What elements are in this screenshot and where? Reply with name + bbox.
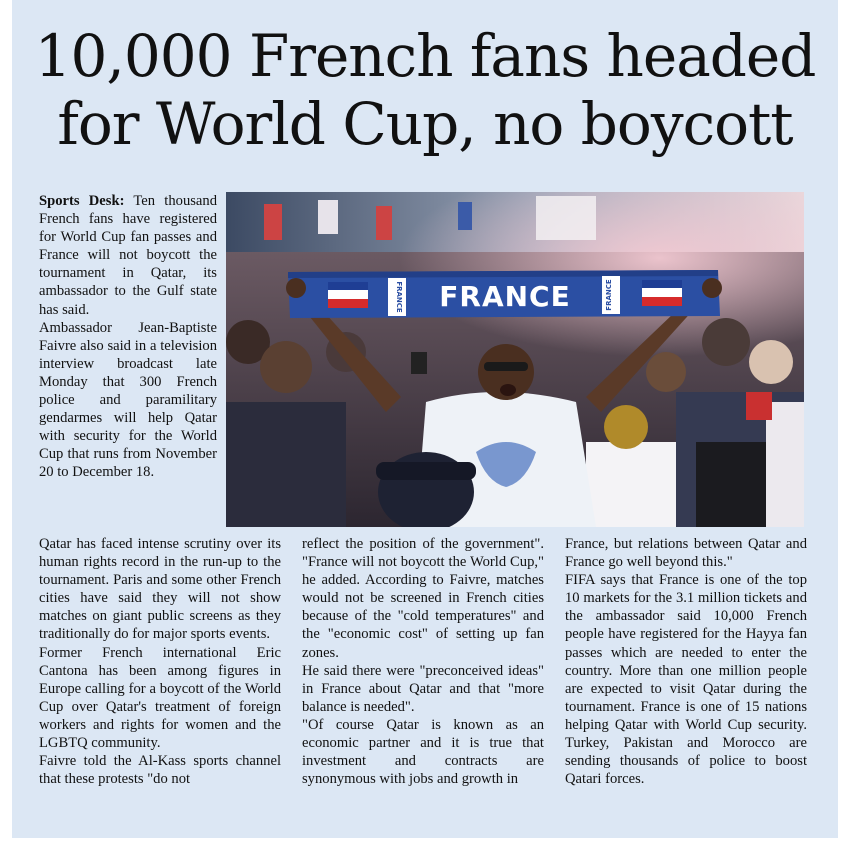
scarf-text: FRANCE: [439, 280, 571, 313]
body-column-3: [565, 535, 807, 788]
col2-paragraph-1: reflect the position of the government". "France will not boycott the World Cup," he added. According to Faivre, matches would not be screened in French cities because of the "cold temperatures" and the "economic cost" of setting up fan zones.: [302, 536, 544, 661]
col3-paragraph-1: France, but relations between Qatar and France go well beyond this.": [565, 536, 807, 571]
col2-paragraph-2: He said there were "preconceived ideas" in France about Qatar and that "more balance is needed".: [302, 662, 544, 715]
fan-photo: [226, 192, 804, 527]
col1-paragraph-2: Former French international Eric Cantona has been among figures in Europe calling for a boycott of the World Cup over Qatar's treatment of foreign workers and rights for women and the LGBTQ community.: [39, 644, 281, 752]
col1-paragraph-3: Faivre told the Al-Kass sports channel that these protests "do not: [39, 753, 281, 788]
headline: [12, 22, 838, 158]
intro-column: [39, 192, 217, 482]
fan-photo-illustration: [226, 192, 804, 527]
body-column-2: [302, 535, 544, 788]
intro-paragraph-2: Ambassador Jean-Baptiste Faivre also said in a television interview broadcast late Monday that 300 French police and paramilitary gendarmes will help Qatar with security for the World Cup that runs from November 20 to December 18.: [39, 319, 217, 481]
byline: Sports Desk:: [39, 193, 125, 209]
headline-line-2: for World Cup, no boycott: [57, 90, 793, 158]
col2-paragraph-3: "Of course Qatar is known as an economic partner and it is true that investment and contracts are synonymous with jobs and growth in: [302, 716, 544, 788]
intro-text-1: Ten thousand French fans have registered for World Cup fan passes and France will not boycott the tournament in Qatar, its ambassador to the Gulf state has said.: [39, 193, 217, 318]
body-column-1: [39, 535, 281, 788]
scarf-side-text-right: FRANCE: [605, 279, 613, 311]
scarf-side-text-left: FRANCE: [395, 281, 403, 313]
col3-paragraph-2: FIFA says that France is one of the top 10 markets for the 3.1 million tickets and the ambassador said 10,000 French people have registered for the Hayya fan passes which are needed to enter the country. More than one million people are expected to visit Qatar during the tournament. France is one of 15 nations helping Qatar with World Cup security. Turkey, Pakistan and Morocco are sending thousands of police to boost Qatari forces.: [565, 572, 807, 788]
intro-paragraph-1: [39, 192, 217, 319]
col1-paragraph-1: Qatar has faced intense scrutiny over its human rights record in the run-up to the tournament. Paris and some other French cities have said they will not show matches on giant public screens as they traditionally do for major sports events.: [39, 536, 281, 643]
headline-line-1: 10,000 French fans headed: [34, 22, 816, 90]
